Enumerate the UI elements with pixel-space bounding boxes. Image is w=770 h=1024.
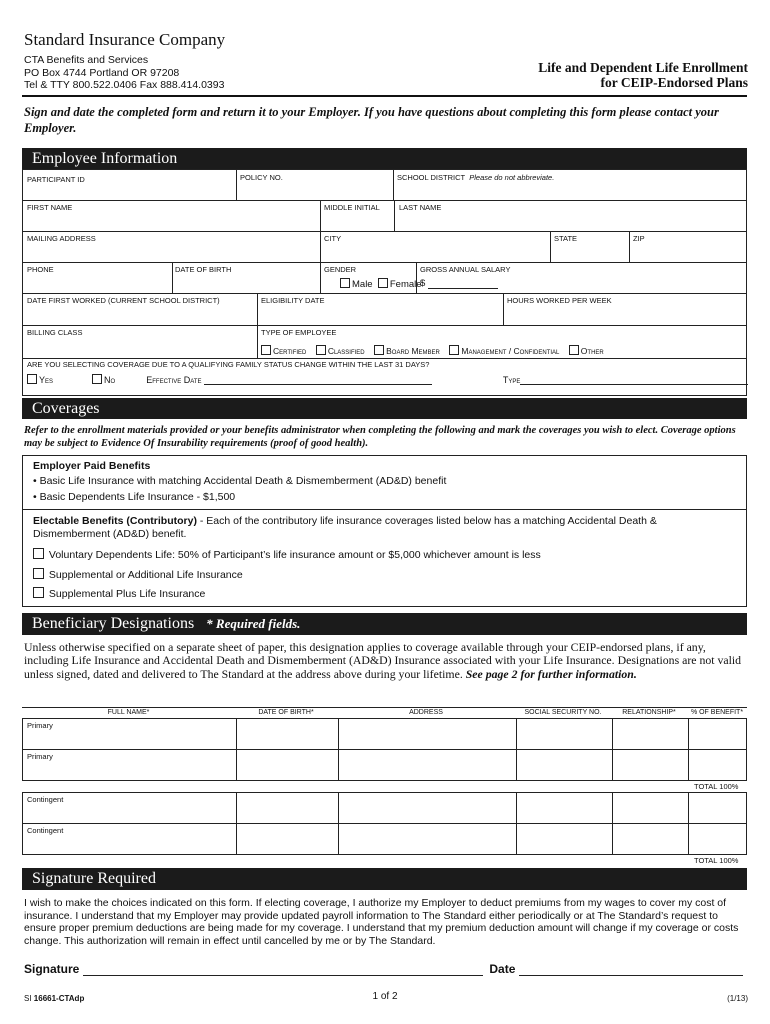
type-management-checkbox[interactable] [449,346,559,356]
electable-item-label: Voluntary Dependents Life: 50% of Participant’s life insurance amount or $5,000 whichever amount is less [48,549,541,561]
signature-field[interactable] [83,964,483,976]
supplemental-life-checkbox[interactable] [33,568,243,582]
employee-section-title: Employee Information [22,148,747,169]
employer-paid-item: • Basic Dependents Life Insurance - $1,500 [33,491,236,503]
company-name: Standard Insurance Company [24,30,226,49]
eligibility-date-field[interactable]: ELIGIBILITY DATE [261,296,325,305]
last-name-field[interactable]: LAST NAME [399,203,442,212]
type-other-label: Other [580,346,604,356]
type-board-member-label: Board Member [386,346,440,356]
employer-paid-item-text: Basic Dependents Life Insurance - $1,500 [39,491,236,503]
type-certified-label: Certified [273,346,307,356]
instructions: Sign and date the completed form and return it to your Employer. If you have questions about completing this form please contact your Employer. [24,105,719,135]
effective-date-field[interactable] [146,375,432,385]
address-line: CTA Benefits and Services [24,54,149,66]
hours-worked-field[interactable]: HOURS WORKED PER WEEK [507,296,612,305]
primary-block [22,718,747,780]
table-row[interactable]: Contingent [27,826,64,835]
gender-female-checkbox[interactable] [378,279,422,290]
qualifying-no-checkbox[interactable] [92,375,115,385]
electable-title: Electable Benefits (Contributory) [33,515,197,527]
school-district-note: Please do not abbreviate. [469,173,555,182]
table-row[interactable]: Contingent [27,795,64,804]
gross-salary-label: GROSS ANNUAL SALARY [420,265,511,274]
page-number: 1 of 2 [372,991,398,1002]
type-board-member-checkbox[interactable] [374,346,440,356]
beneficiary-table [22,707,747,867]
form-title-line: for CEIP-Endorsed Plans [600,75,748,90]
state-field[interactable]: STATE [554,234,578,243]
city-field[interactable]: CITY [324,234,342,243]
school-district-label: SCHOOL DISTRICT [397,173,466,182]
column-header: % OF BENEFIT* [690,709,744,716]
form-code-prefix: SI [24,994,32,1003]
coverages-note: Refer to the enrollment materials provided or your benefits administrator when completing the following and mark the coverages you wish to elect. Coverage options may be subject to Evidence Of Insurability requirements (proof of good health). [24,425,736,449]
employer-paid-title: Employer Paid Benefits [33,460,151,472]
table-row[interactable]: Primary [27,752,53,761]
column-header: SOCIAL SECURITY NO. [524,709,602,716]
contingent-block [22,792,747,854]
phone-field[interactable]: PHONE [27,265,54,274]
dob-field[interactable]: DATE OF BIRTH [175,265,232,274]
form-title [448,60,748,90]
voluntary-dependents-checkbox[interactable] [33,548,541,562]
signature-section-title: Signature Required [22,868,747,890]
qualifying-yes-label: Yes [39,375,54,385]
middle-initial-field[interactable]: MIDDLE INITIAL [324,203,380,212]
billing-class-field[interactable]: BILLING CLASS [27,328,83,337]
required-fields-note: * Required fields. [206,616,301,631]
beneficiary-title: Beneficiary Designations [32,615,195,632]
signature-label: Signature [24,962,80,976]
primary-total: TOTAL 100% [694,782,739,791]
first-name-field[interactable]: FIRST NAME [27,203,73,212]
type-classified-checkbox[interactable] [316,346,365,356]
company-address [24,54,224,92]
policy-no-field[interactable]: POLICY NO. [240,173,283,182]
revision-date: (1/13) [727,994,748,1003]
gender-male-checkbox[interactable] [340,279,373,290]
form-title-line: Life and Dependent Life Enrollment [538,60,748,75]
employer-paid-item: • Basic Life Insurance with matching Accidental Death & Dismemberment (AD&D) benefit [33,475,447,487]
electable-item-label: Supplemental Plus Life Insurance [48,588,206,600]
signature-text: I wish to make the choices indicated on this form. If electing coverage, I authorize my Employer to deduct premiums from my wages to cover my cost of insurance. I understand that my Employer may provide updated payroll information to The Standard either periodically or at The Standard’s request to ensure proper premium deductions are being made for my coverage. I understand that my premium deduction amount will change if my coverage or costs change. This authorization will remain in effect until cancelled by me or by The Standard. [24,897,739,947]
form-code [24,994,84,1003]
electable-benefits [33,515,733,541]
type-management-label: Management / Confidential [461,346,560,356]
table-row[interactable]: Primary [27,721,53,730]
electable-item-label: Supplemental or Additional Life Insurance [48,569,243,581]
address-line: Tel & TTY 800.522.0406 Fax 888.414.0393 [24,79,225,91]
employee-type-options [261,345,604,356]
see-page-note: See page 2 for further information. [465,666,637,681]
date-first-worked-field[interactable]: DATE FIRST WORKED (CURRENT SCHOOL DISTRICT) [27,296,220,305]
header-divider [22,95,747,97]
type-of-employee-label: TYPE OF EMPLOYEE [261,328,337,337]
employer-paid-item-text: Basic Life Insurance with matching Accidental Death & Dismemberment (AD&D) benefit [39,475,447,487]
column-header: DATE OF BIRTH* [258,709,314,716]
type-classified-label: Classified [327,346,365,356]
column-header: RELATIONSHIP* [622,709,676,716]
effective-date-label: Effective Date [146,375,202,385]
participant-id-field[interactable]: PARTICIPANT ID [27,175,85,184]
beneficiary-body: Unless otherwise specified on a separate sheet of paper, this designation applies to coverage available through your CEIP-endorsed plans, if any, including Life Insurance and Accidental Death and Dismemberment (AD&D) Insurance associated with your Life Insurance. Designations are not valid unless signed, dated and delivered to The Standard at the address above during your lifetime. [24,640,742,681]
address-line: PO Box 4744 Portland OR 97208 [24,66,180,79]
beneficiary-section-title [22,613,747,635]
beneficiary-text [24,641,750,681]
date-label: Date [489,962,516,976]
type-field[interactable] [503,375,749,385]
school-district-field[interactable] [397,173,554,182]
gender-label: GENDER [324,265,357,274]
type-other-checkbox[interactable] [569,346,604,356]
column-header: ADDRESS [409,709,443,716]
qualifying-options [27,374,748,385]
gender-options [340,278,422,290]
zip-field[interactable]: ZIP [633,234,645,243]
signature-line [24,962,743,976]
salary-prefix: $ [420,278,426,289]
qualifying-yes-checkbox[interactable] [27,375,53,385]
gender-female-label: Female [389,279,422,290]
qualifying-no-label: No [104,375,116,385]
date-field[interactable] [519,964,743,976]
qualifying-question: ARE YOU SELECTING COVERAGE DUE TO A QUALIFYING FAMILY STATUS CHANGE WITHIN THE LAST 31 DAYS? [27,360,430,369]
electable-desc: - Each of the contributory life insurance coverages listed below has a matching Accidental Death & Dismemberment (AD&D) benefit. [33,515,657,540]
employee-info-box [22,169,747,396]
mailing-address-field[interactable]: MAILING ADDRESS [27,234,96,243]
coverages-section-title: Coverages [22,398,747,419]
gender-male-label: Male [352,279,373,290]
coverages-box [22,455,747,607]
supplemental-plus-checkbox[interactable] [33,587,205,601]
type-certified-checkbox[interactable] [261,346,306,356]
contingent-total: TOTAL 100% [694,856,739,865]
form-code-number: 16661-CTAdp [33,994,85,1003]
gross-salary-field[interactable] [420,278,498,289]
column-header: FULL NAME* [107,709,150,716]
type-label: Type [502,375,521,385]
